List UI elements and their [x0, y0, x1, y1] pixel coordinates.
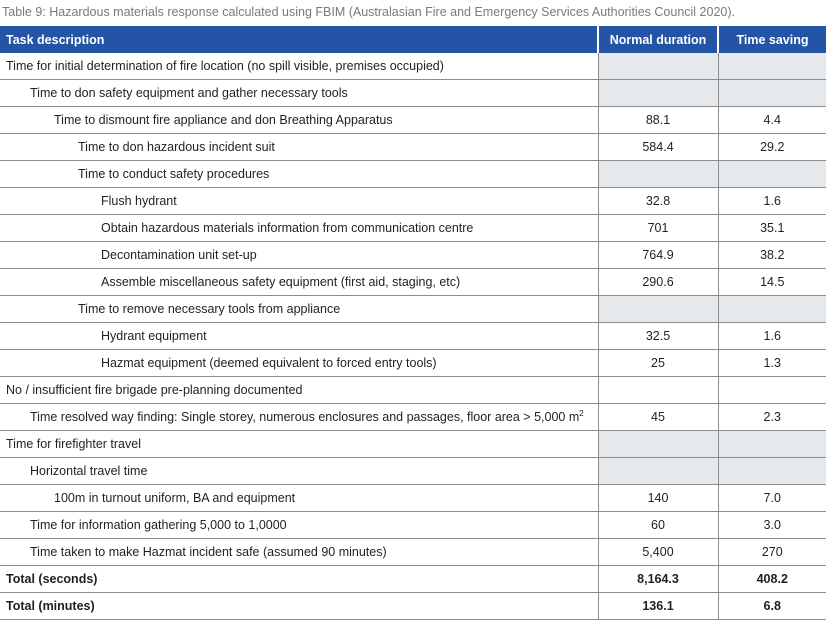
time-saving-cell: [718, 377, 826, 404]
normal-duration-cell: 45: [598, 404, 718, 431]
normal-duration-cell: 701: [598, 215, 718, 242]
table-row: [0, 350, 826, 377]
table-row: [0, 404, 826, 431]
normal-duration-cell: 5,400: [598, 539, 718, 566]
task-description-text: Time to remove necessary tools from appliance: [78, 302, 341, 316]
time-saving-cell: 2.3: [718, 404, 826, 431]
task-description-text: Assemble miscellaneous safety equipment (first aid, staging, etc): [101, 275, 461, 289]
normal-duration-cell: [598, 458, 718, 485]
table-row: [0, 431, 826, 458]
task-description-cell: [0, 188, 598, 215]
time-saving-cell: 6.8: [718, 593, 826, 620]
task-description-cell: [0, 215, 598, 242]
time-saving-cell: [718, 458, 826, 485]
normal-duration-cell: 136.1: [598, 593, 718, 620]
time-saving-cell: 3.0: [718, 512, 826, 539]
normal-duration-cell: 60: [598, 512, 718, 539]
normal-duration-cell: [598, 296, 718, 323]
table-caption: Table 9: Hazardous materials response calculated using FBIM (Australasian Fire and Emergency Services Authorities Council 2020).: [2, 5, 735, 19]
task-description-text: Total (seconds): [6, 572, 98, 586]
task-description-text: Hazmat equipment (deemed equivalent to forced entry tools): [101, 356, 437, 370]
table-row: [0, 161, 826, 188]
task-description-cell: [0, 269, 598, 296]
task-description-text: Decontamination unit set-up: [101, 248, 257, 262]
time-saving-cell: 35.1: [718, 215, 826, 242]
task-description-cell: [0, 296, 598, 323]
task-description-cell: [0, 512, 598, 539]
task-description-cell: [0, 566, 598, 593]
table-row: [0, 377, 826, 404]
task-description-text: Time resolved way finding: Single storey, numerous enclosures and passages, floor area > 5,000 m: [30, 410, 580, 424]
time-saving-cell: 38.2: [718, 242, 826, 269]
task-description-cell: [0, 134, 598, 161]
table-body: [0, 53, 826, 620]
task-description-text: Time for information gathering 5,000 to 1,0000: [30, 518, 287, 532]
normal-duration-cell: 32.8: [598, 188, 718, 215]
time-saving-cell: [718, 296, 826, 323]
task-description-cell: [0, 404, 598, 431]
task-description-text: Horizontal travel time: [30, 464, 148, 478]
task-description-cell: [0, 539, 598, 566]
table-row: [0, 188, 826, 215]
task-description-text: Obtain hazardous materials information from communication centre: [101, 221, 474, 235]
task-description-text: No / insufficient fire brigade pre-planning documented: [6, 383, 303, 397]
table-row: [0, 80, 826, 107]
task-description-text: Time for firefighter travel: [6, 437, 141, 451]
task-description-cell: [0, 485, 598, 512]
table-header-row: [0, 26, 826, 53]
column-header-normal-duration: Normal duration: [598, 26, 718, 53]
normal-duration-cell: 32.5: [598, 323, 718, 350]
normal-duration-cell: 140: [598, 485, 718, 512]
task-description-text: Time to conduct safety procedures: [78, 167, 270, 181]
column-header-time-saving: Time saving: [718, 26, 826, 53]
normal-duration-cell: [598, 80, 718, 107]
task-description-cell: [0, 458, 598, 485]
time-saving-cell: [718, 80, 826, 107]
time-saving-cell: [718, 431, 826, 458]
normal-duration-cell: 764.9: [598, 242, 718, 269]
time-saving-cell: 408.2: [718, 566, 826, 593]
time-saving-cell: 29.2: [718, 134, 826, 161]
task-description-text: Time to dismount fire appliance and don Breathing Apparatus: [54, 113, 393, 127]
task-description-cell: [0, 593, 598, 620]
table-row: [0, 134, 826, 161]
task-description-cell: [0, 107, 598, 134]
hazmat-response-table: [0, 26, 826, 620]
table-row: [0, 53, 826, 80]
task-description-text: Flush hydrant: [101, 194, 177, 208]
task-description-cell: [0, 350, 598, 377]
normal-duration-cell: [598, 53, 718, 80]
normal-duration-cell: 584.4: [598, 134, 718, 161]
total-row: [0, 566, 826, 593]
table-row: [0, 512, 826, 539]
task-description-text: Total (minutes): [6, 599, 95, 613]
table-row: [0, 485, 826, 512]
task-description-cell: [0, 323, 598, 350]
normal-duration-cell: 25: [598, 350, 718, 377]
time-saving-cell: 1.6: [718, 323, 826, 350]
task-description-cell: [0, 161, 598, 188]
task-description-text: Hydrant equipment: [101, 329, 207, 343]
table-row: [0, 269, 826, 296]
time-saving-cell: 270: [718, 539, 826, 566]
normal-duration-cell: 8,164.3: [598, 566, 718, 593]
time-saving-cell: [718, 161, 826, 188]
task-description-cell: [0, 377, 598, 404]
table-row: [0, 107, 826, 134]
task-description-text: Time for initial determination of fire location (no spill visible, premises occupied): [6, 59, 444, 73]
task-description-cell: [0, 431, 598, 458]
time-saving-cell: 1.6: [718, 188, 826, 215]
time-saving-cell: 14.5: [718, 269, 826, 296]
table-row: [0, 215, 826, 242]
superscript: 2: [579, 408, 584, 418]
normal-duration-cell: 290.6: [598, 269, 718, 296]
table-row: [0, 539, 826, 566]
normal-duration-cell: [598, 377, 718, 404]
table-row: [0, 458, 826, 485]
task-description-text: Time to don hazardous incident suit: [78, 140, 275, 154]
task-description-text: Time taken to make Hazmat incident safe (assumed 90 minutes): [30, 545, 387, 559]
task-description-cell: [0, 80, 598, 107]
time-saving-cell: 1.3: [718, 350, 826, 377]
time-saving-cell: 4.4: [718, 107, 826, 134]
normal-duration-cell: [598, 431, 718, 458]
normal-duration-cell: 88.1: [598, 107, 718, 134]
task-description-text: Time to don safety equipment and gather necessary tools: [30, 86, 348, 100]
time-saving-cell: [718, 53, 826, 80]
normal-duration-cell: [598, 161, 718, 188]
table-row: [0, 242, 826, 269]
table-row: [0, 296, 826, 323]
column-header-task-description: Task description: [0, 26, 598, 53]
task-description-cell: [0, 53, 598, 80]
task-description-cell: [0, 242, 598, 269]
task-description-text: 100m in turnout uniform, BA and equipment: [54, 491, 296, 505]
table-row: [0, 323, 826, 350]
total-row: [0, 593, 826, 620]
time-saving-cell: 7.0: [718, 485, 826, 512]
